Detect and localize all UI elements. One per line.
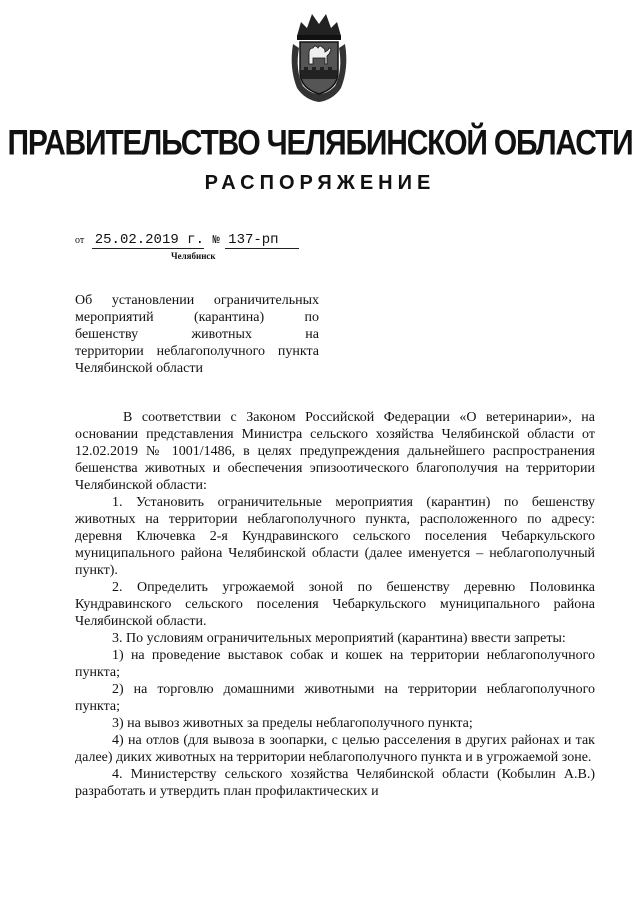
body-paragraph: 1) на проведение выставок собак и кошек на территории неблагополучного пункта; (75, 648, 595, 680)
document-city: Челябинск (171, 251, 216, 261)
document-subject (75, 292, 319, 377)
document-number: 137-рп (228, 232, 279, 248)
number-sign: № (212, 233, 220, 247)
document-body (75, 409, 595, 800)
subject-line: территории неблагополучного пункта (75, 344, 319, 359)
body-paragraph: 2. Определить угрожаемой зоной по бешенству деревню Половинка Кундравинского сельского поселения Чебаркульского муниципального района Челябинской области. (75, 580, 595, 629)
body-paragraph: 4) на отлов (для вывоза в зоопарки, с целью расселения в других районах и так далее) диких животных на территории неблагополучного пункта и в угрожаемой зоне. (75, 733, 595, 765)
subject-line: мероприятий (карантина) по (75, 310, 319, 325)
body-paragraph: 3. По условиям ограничительных мероприятий (карантина) ввести запреты: (112, 631, 566, 646)
coat-of-arms-emblem (287, 8, 351, 104)
body-paragraph: 3) на вывоз животных за пределы неблагополучного пункта; (112, 716, 473, 731)
coat-of-arms-camel-icon (287, 8, 351, 104)
body-paragraph: 1. Установить ограничительные мероприятия (карантин) по бешенству животных на территории неблагополучного пункта, расположенного по адресу: деревня Ключевка 2-я Кундравинского сельского поселения Чебаркульского муниципального района Челябинской области (далее именуется – неблагополучный пункт). (75, 495, 595, 578)
subject-line: бешенству животных на (75, 327, 319, 342)
body-paragraph: В соответствии с Законом Российской Федерации «О ветеринарии», на основании представления Министра сельского хозяйства Челябинской области от 12.02.2019 № 1001/1486, в целях предупреждения дальнейшего распространения бешенства животных и обеспечения эпизоотического благополучия на территории Челябинской области: (75, 410, 595, 493)
from-label: от (75, 235, 85, 246)
subject-line: Об установлении ограничительных (75, 293, 319, 308)
body-paragraph: 2) на торговлю домашними животными на территории неблагополучного пункта; (75, 682, 595, 714)
document-type: РАСПОРЯЖЕНИЕ (204, 172, 436, 194)
document-meta (75, 232, 279, 248)
government-title: ПРАВИТЕЛЬСТВО ЧЕЛЯБИНСКОЙ ОБЛАСТИ (7, 124, 633, 163)
number-underline (225, 248, 299, 249)
date-underline (92, 248, 204, 249)
document-date: 25.02.2019 г. (94, 232, 204, 248)
body-paragraph: 4. Министерству сельского хозяйства Челябинской области (Кобылин А.В.) разработать и утвердить план профилактических и (75, 767, 595, 799)
subject-line: Челябинской области (75, 361, 203, 376)
